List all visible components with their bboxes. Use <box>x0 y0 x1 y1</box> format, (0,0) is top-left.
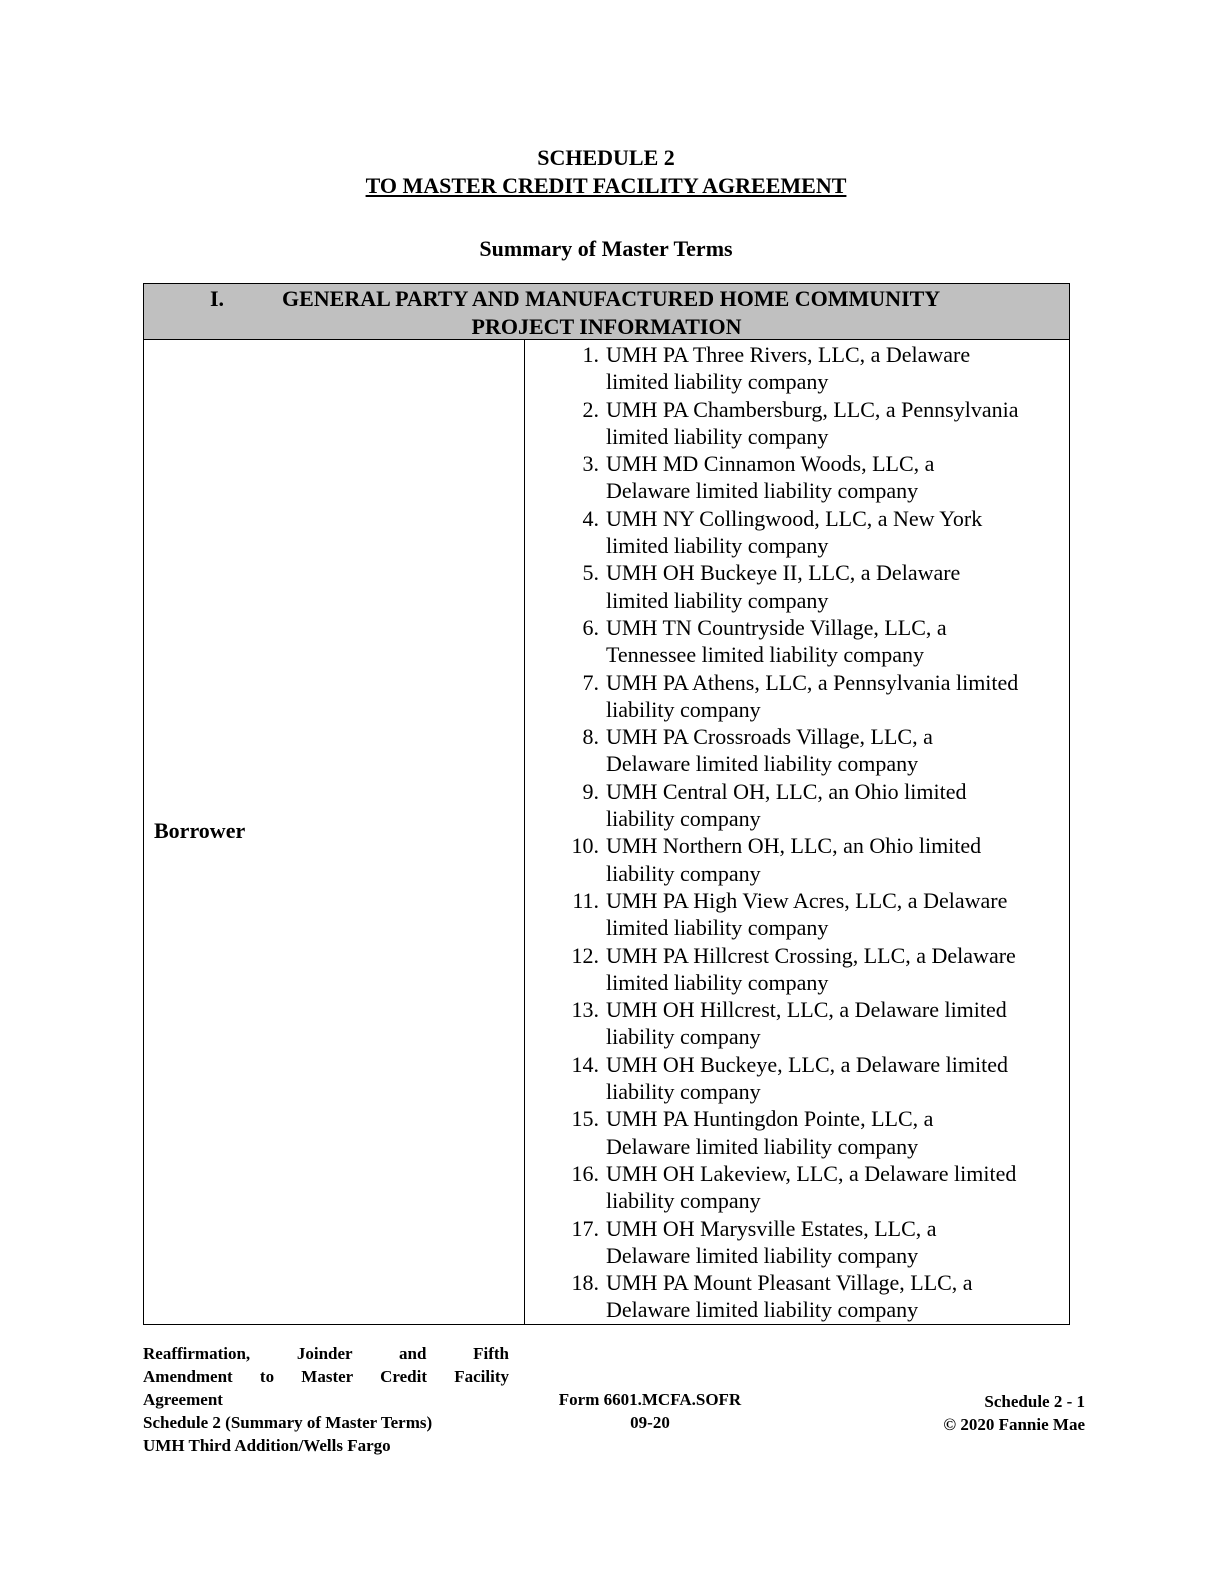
footer-left-line4: Schedule 2 (Summary of Master Terms) <box>143 1413 433 1432</box>
list-item-number: 5. <box>582 560 599 586</box>
list-item-line1: UMH PA High View Acres, LLC, a Delaware <box>606 887 1008 913</box>
list-item-line2: limited liability company <box>606 969 829 995</box>
list-item <box>527 559 1067 614</box>
list-item-line2: liability company <box>606 1024 761 1050</box>
list-item-line1: UMH PA Huntingdon Pointe, LLC, a <box>606 1106 934 1132</box>
footer-document-title <box>143 1342 509 1457</box>
list-item-line2: limited liability company <box>606 915 829 941</box>
list-item <box>527 450 1067 505</box>
borrower-list <box>527 341 1067 1324</box>
list-item-line1: UMH PA Chambersburg, LLC, a Pennsylvania <box>606 396 1019 422</box>
list-item-line1: UMH TN Countryside Village, LLC, a <box>606 614 947 640</box>
footer-form-number: Form 6601.MCFA.SOFR <box>558 1390 742 1409</box>
footer-left-line3: Agreement <box>143 1390 223 1409</box>
list-item-line1: UMH OH Marysville Estates, LLC, a <box>606 1215 937 1241</box>
list-item-line2: limited liability company <box>606 369 829 395</box>
list-item-line1: UMH PA Crossroads Village, LLC, a <box>606 724 933 750</box>
list-item-number: 15. <box>571 1106 599 1132</box>
list-item-line2: Tennessee limited liability company <box>606 642 924 668</box>
borrower-label: Borrower <box>154 818 246 843</box>
agreement-title <box>0 172 1212 200</box>
section-title-line1: GENERAL PARTY AND MANUFACTURED HOME COMMUNITY <box>282 286 941 311</box>
list-item-line1: UMH PA Hillcrest Crossing, LLC, a Delaware <box>606 942 1016 968</box>
list-item-line1: UMH MD Cinnamon Woods, LLC, a <box>606 451 935 477</box>
footer-form-info <box>540 1388 760 1434</box>
summary-subtitle: Summary of Master Terms <box>479 236 733 261</box>
list-item-line1: UMH Northern OH, LLC, an Ohio limited <box>606 833 982 859</box>
schedule-title: SCHEDULE 2 <box>537 145 675 170</box>
list-item-number: 17. <box>571 1215 599 1241</box>
list-item-line1: UMH OH Buckeye, LLC, a Delaware limited <box>606 1051 1008 1077</box>
list-item-line1: UMH NY Collingwood, LLC, a New York <box>606 505 983 531</box>
list-item-line2: Delaware limited liability company <box>606 1297 919 1323</box>
list-item-line1: UMH PA Athens, LLC, a Pennsylvania limited <box>606 669 1019 695</box>
list-item <box>527 996 1067 1051</box>
list-item-number: 4. <box>582 505 599 531</box>
list-item-number: 3. <box>582 451 599 477</box>
list-item <box>527 1105 1067 1160</box>
list-item-line2: limited liability company <box>606 423 829 449</box>
list-item-line1: UMH PA Three Rivers, LLC, a Delaware <box>606 342 971 367</box>
footer-left-line5: UMH Third Addition/Wells Fargo <box>143 1436 391 1455</box>
list-item-number: 11. <box>572 887 599 913</box>
list-item-number: 14. <box>571 1051 599 1077</box>
list-item-line1: UMH OH Buckeye II, LLC, a Delaware <box>606 560 961 586</box>
list-item <box>527 778 1067 833</box>
list-item <box>527 942 1067 997</box>
list-item-number: 6. <box>582 614 599 640</box>
list-item <box>527 396 1067 451</box>
list-item-line1: UMH Central OH, LLC, an Ohio limited <box>606 778 967 804</box>
list-item <box>527 1160 1067 1215</box>
list-item <box>527 887 1067 942</box>
footer-form-date: 09-20 <box>630 1413 670 1432</box>
list-item-number: 8. <box>582 724 599 750</box>
list-item-number: 10. <box>571 833 599 859</box>
footer-left-line2: Amendment to Master Credit Facility <box>143 1367 509 1386</box>
list-item-number: 1. <box>582 342 599 367</box>
master-terms-table <box>143 283 1070 1325</box>
list-item <box>527 505 1067 560</box>
list-item-number: 18. <box>571 1270 599 1296</box>
footer-page-info <box>905 1390 1085 1436</box>
footer-copyright: © 2020 Fannie Mae <box>943 1415 1085 1434</box>
list-item-line1: UMH PA Mount Pleasant Village, LLC, a <box>606 1270 973 1296</box>
list-item-line2: limited liability company <box>606 533 829 559</box>
list-item-line2: Delaware limited liability company <box>606 478 919 504</box>
list-item-number: 2. <box>582 396 599 422</box>
list-item-line2: liability company <box>606 1188 761 1214</box>
list-item-number: 13. <box>571 997 599 1023</box>
list-item-number: 16. <box>571 1160 599 1186</box>
list-item <box>527 1051 1067 1106</box>
list-item-line2: liability company <box>606 696 761 722</box>
agreement-title-text: TO MASTER CREDIT FACILITY AGREEMENT <box>365 173 847 198</box>
section-title-line2: PROJECT INFORMATION <box>471 314 742 339</box>
list-item-number: 7. <box>582 669 599 695</box>
column-divider <box>524 340 525 1324</box>
list-item-number: 12. <box>571 942 599 968</box>
list-item <box>527 1269 1067 1324</box>
list-item <box>527 832 1067 887</box>
list-item <box>527 341 1067 396</box>
list-item-line1: UMH OH Hillcrest, LLC, a Delaware limited <box>606 997 1007 1023</box>
footer-page-label: Schedule 2 - 1 <box>984 1392 1085 1411</box>
list-item-line2: Delaware limited liability company <box>606 1133 919 1159</box>
list-item-line2: liability company <box>606 1079 761 1105</box>
list-item <box>527 669 1067 724</box>
footer-left-line1: Reaffirmation, Joinder and Fifth <box>143 1344 509 1363</box>
list-item-number: 9. <box>582 778 599 804</box>
list-item-line2: liability company <box>606 860 761 886</box>
list-item-line2: liability company <box>606 806 761 832</box>
list-item-line1: UMH OH Lakeview, LLC, a Delaware limited <box>606 1160 1017 1186</box>
list-item <box>527 723 1067 778</box>
section-number: I. <box>210 286 225 311</box>
section-header <box>144 284 1069 340</box>
list-item <box>527 614 1067 669</box>
list-item-line2: Delaware limited liability company <box>606 751 919 777</box>
list-item-line2: Delaware limited liability company <box>606 1242 919 1268</box>
list-item-line2: limited liability company <box>606 587 829 613</box>
list-item <box>527 1215 1067 1270</box>
